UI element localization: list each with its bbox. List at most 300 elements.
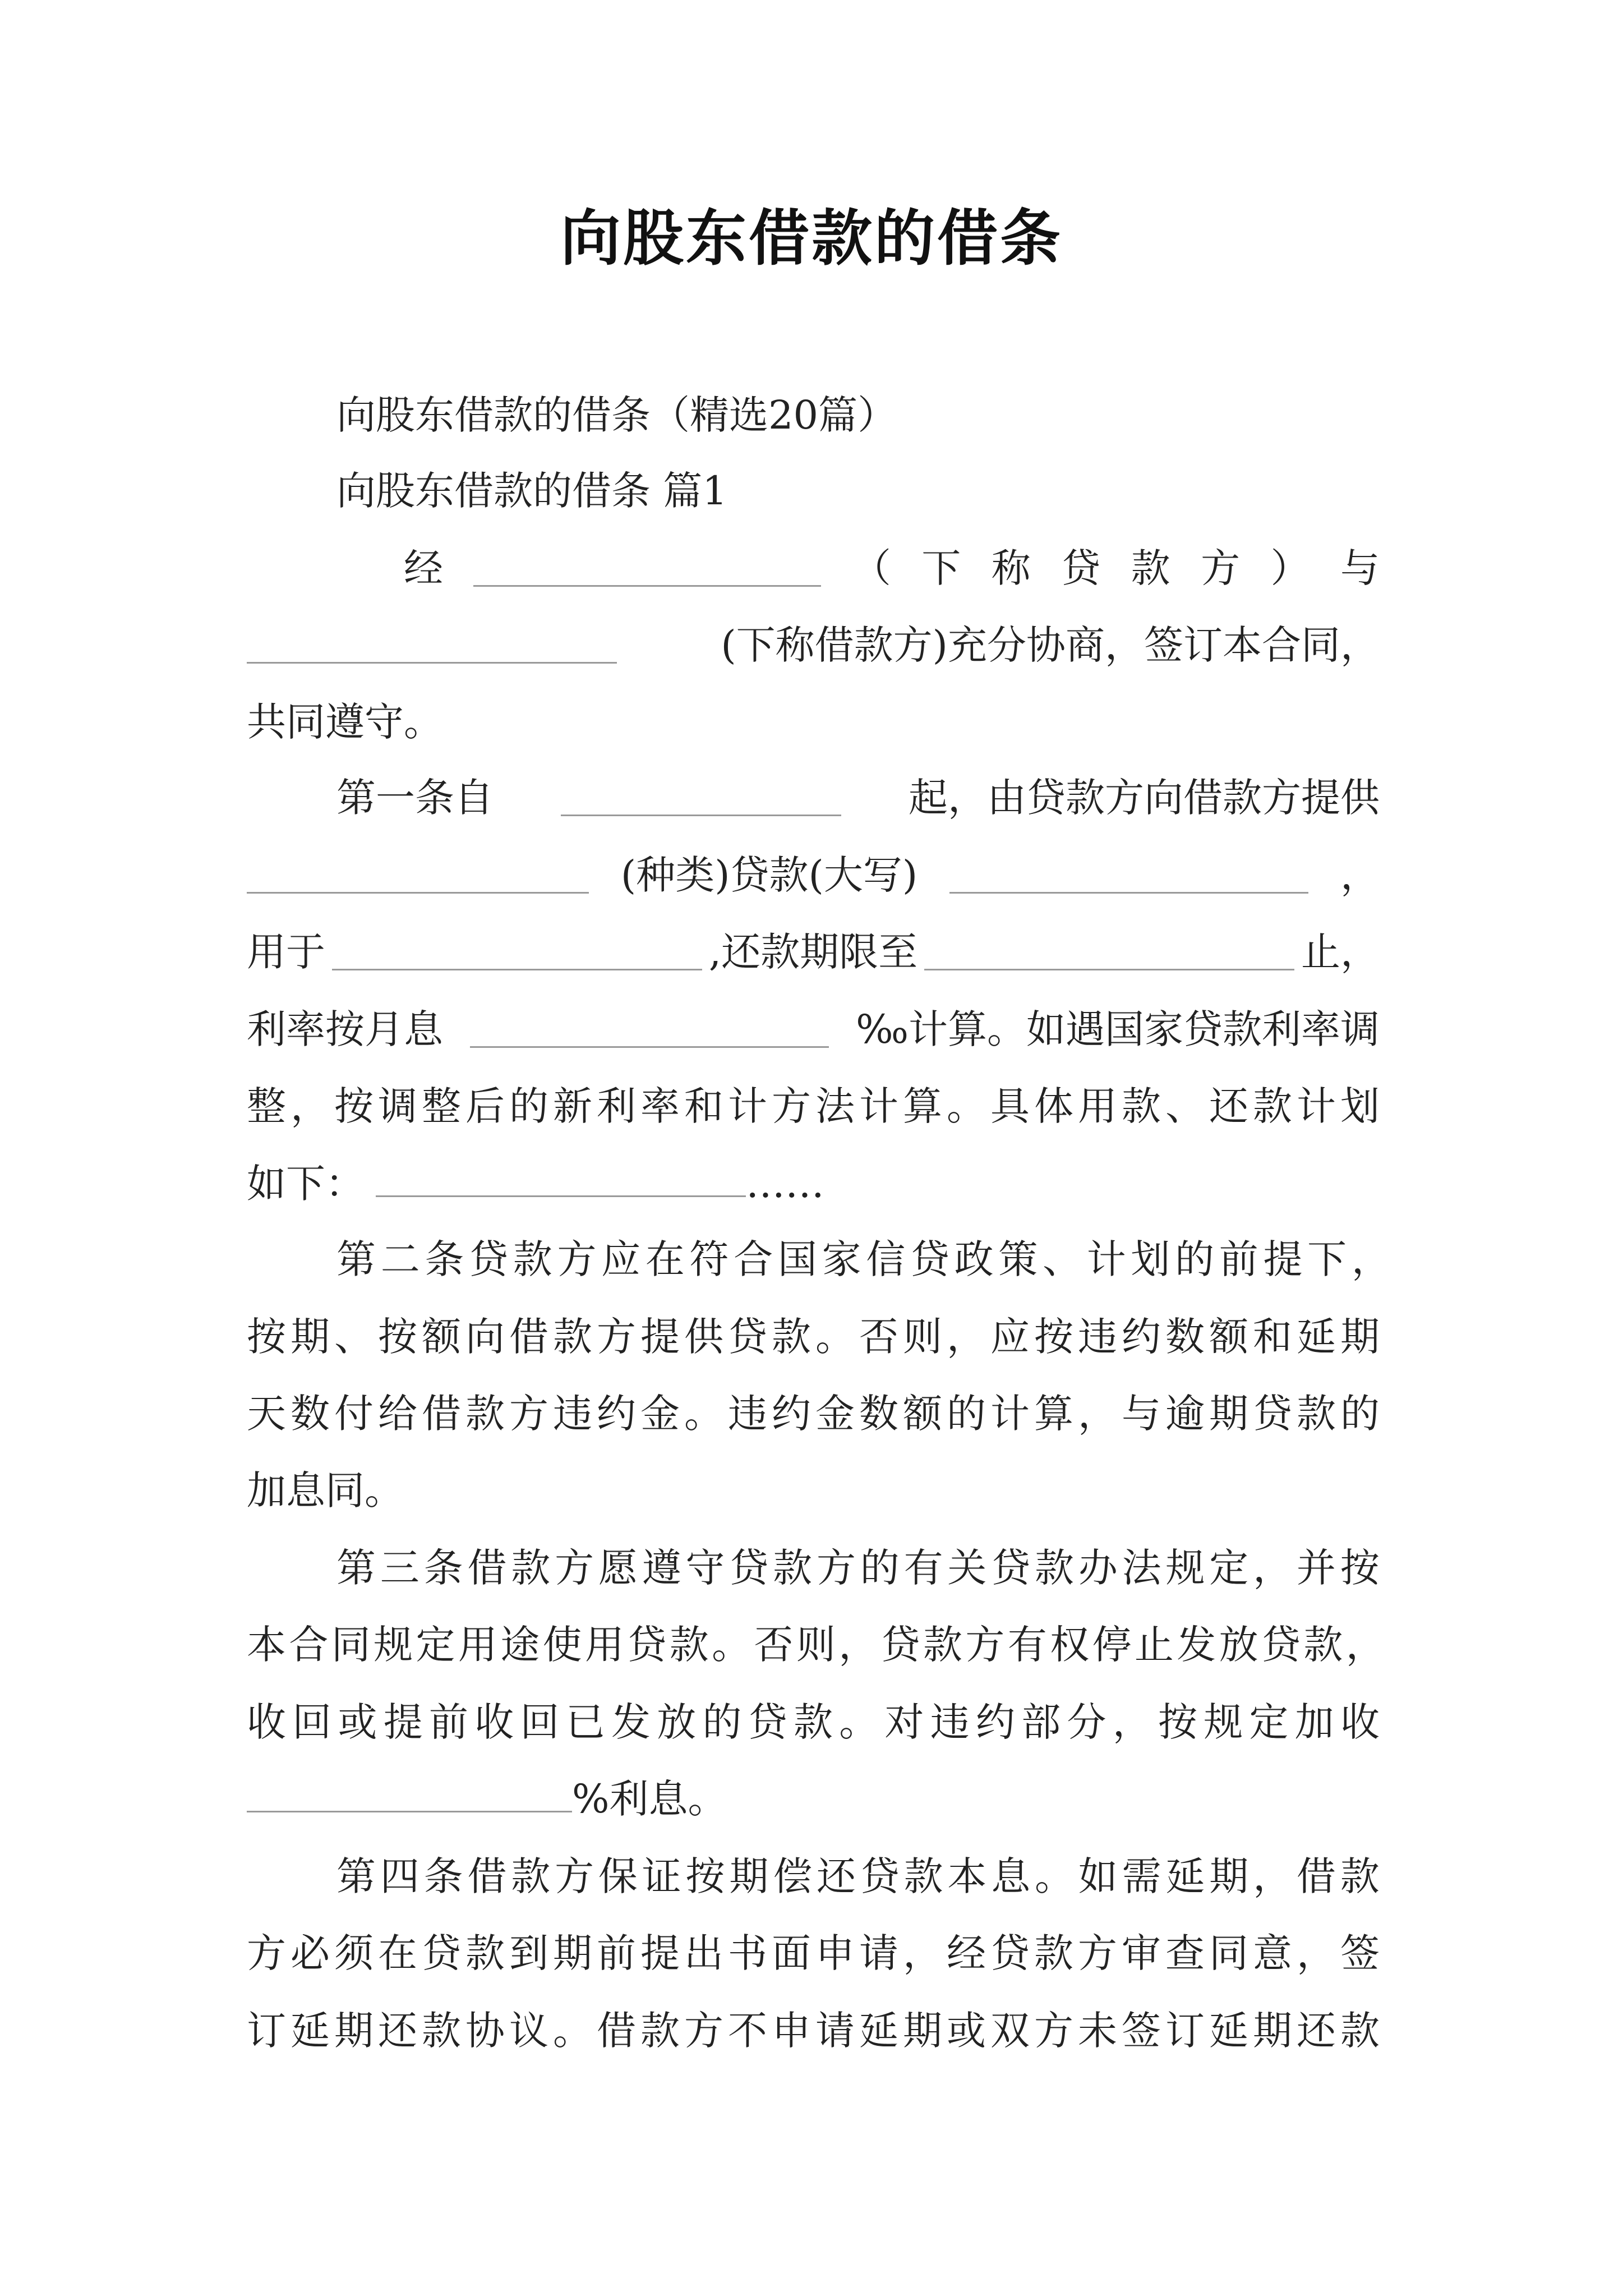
text-char: ， xyxy=(1297,1930,1336,1976)
text-char: 证 xyxy=(642,1853,681,1899)
text-char: 或 xyxy=(947,2008,986,2054)
text-char: 需 xyxy=(1122,1853,1161,1899)
text-char: 如 xyxy=(1078,1853,1118,1899)
text-char: 款 xyxy=(511,1545,551,1591)
text-char: 部 xyxy=(1021,1699,1061,1745)
text-char: 的 xyxy=(1175,1236,1215,1282)
text-char: 延 xyxy=(1297,1314,1336,1360)
text-char: ， xyxy=(1253,1545,1293,1591)
text-char: 定 xyxy=(1209,1545,1249,1591)
text-char: 约 xyxy=(1122,1314,1161,1360)
text-char: 书 xyxy=(728,1930,767,1976)
repayment-plan-blank xyxy=(376,1161,746,1197)
text-char: 额 xyxy=(422,1314,461,1360)
text-char: 期 xyxy=(1209,1853,1249,1899)
text-char: 应 xyxy=(990,1314,1030,1360)
text-char: 款 xyxy=(772,1314,811,1360)
text-char: 收 xyxy=(474,1699,514,1745)
text-char: ， xyxy=(903,1930,942,1976)
text-char: 放 xyxy=(1219,1622,1258,1668)
text-char: 订 xyxy=(1165,2008,1205,2054)
text-char: 规 xyxy=(1204,1699,1243,1745)
text-char: 定 xyxy=(1249,1699,1289,1745)
article-1-text: ‰计算。如遇国家贷款利率调 xyxy=(856,1006,1380,1052)
preamble-char: 称 xyxy=(991,545,1031,591)
text-char: 延 xyxy=(1209,2008,1248,2054)
text-char: 逾 xyxy=(1165,1391,1205,1437)
text-char: 方 xyxy=(555,1853,594,1899)
text-char: 订 xyxy=(247,2008,286,2054)
preamble-char: 款 xyxy=(1131,545,1170,591)
text-char: 款 xyxy=(669,1622,709,1668)
text-char: 贷 xyxy=(469,1236,509,1282)
text-char: 方 xyxy=(772,1083,811,1129)
text-char: 条 xyxy=(423,1853,463,1899)
text-char: 符 xyxy=(689,1236,729,1282)
text-char: 贷 xyxy=(860,1853,900,1899)
text-char: 贷 xyxy=(910,1236,949,1282)
text-char: 划 xyxy=(1340,1083,1380,1129)
text-char: 期 xyxy=(1209,1391,1248,1437)
text-char: 款 xyxy=(422,2008,461,2054)
text-char: 用 xyxy=(1078,1083,1117,1129)
article-1-line-5 xyxy=(247,1078,1380,1134)
preamble-char: 下 xyxy=(921,545,961,591)
text-char: 前 xyxy=(1219,1236,1258,1282)
text-char: 议 xyxy=(509,2008,548,2054)
text-char: 申 xyxy=(815,1930,855,1976)
text-char: 约 xyxy=(772,1391,811,1437)
article-1-line-1 xyxy=(336,770,1380,826)
text-char: 款 xyxy=(640,2008,680,2054)
text-char: 方 xyxy=(684,2008,723,2054)
preamble-char: 与 xyxy=(1340,545,1380,591)
preamble-line-3: 共同遵守。 xyxy=(247,699,443,745)
text-char: 数 xyxy=(291,1391,330,1437)
article-1-text: ,还款期限至 xyxy=(708,929,918,975)
text-char: 款 xyxy=(1253,1083,1292,1129)
article-4-line-1 xyxy=(336,1848,1380,1904)
article-2-line-4: 加息同。 xyxy=(247,1467,404,1513)
text-char: 国 xyxy=(777,1236,817,1282)
text-char: 给 xyxy=(378,1391,417,1437)
text-char: 划 xyxy=(1131,1236,1170,1282)
article-1-text: 利率按月息 xyxy=(247,1006,443,1052)
text-char: 延 xyxy=(291,2008,330,2054)
text-char: 政 xyxy=(954,1236,994,1282)
text-char: 前 xyxy=(597,1930,636,1976)
text-char: 双 xyxy=(990,2008,1030,2054)
text-char: 按 xyxy=(378,1314,417,1360)
text-char: 则 xyxy=(903,1314,942,1360)
text-char: ， xyxy=(947,1314,986,1360)
text-char: 违 xyxy=(1078,1314,1117,1360)
text-char: 协 xyxy=(465,2008,505,2054)
text-char: 额 xyxy=(903,1391,942,1437)
text-char: 方 xyxy=(247,1930,286,1976)
text-char: 计 xyxy=(1297,1083,1336,1129)
text-char: 。 xyxy=(815,1314,855,1360)
text-char: 款 xyxy=(1034,1930,1073,1976)
text-char: ， xyxy=(1253,1853,1293,1899)
text-char: 借 xyxy=(509,1314,548,1360)
text-char: 收 xyxy=(247,1699,286,1745)
text-char: 定 xyxy=(416,1622,455,1668)
article-4-line-3 xyxy=(247,2003,1380,2059)
text-char: 提 xyxy=(383,1699,423,1745)
text-char: 贷 xyxy=(1253,1391,1292,1437)
text-char: 计 xyxy=(1086,1236,1126,1282)
text-char: 面 xyxy=(772,1930,811,1976)
text-char: 按 xyxy=(247,1314,286,1360)
text-char: 前 xyxy=(429,1699,468,1745)
text-char: 合 xyxy=(289,1622,329,1668)
text-char: 违 xyxy=(930,1699,970,1745)
text-char: 具 xyxy=(990,1083,1030,1129)
text-char: 款 xyxy=(794,1699,833,1745)
text-char: 还 xyxy=(378,2008,417,2054)
text-char: 守 xyxy=(685,1545,725,1591)
text-char: 否 xyxy=(754,1622,794,1668)
text-char: 必 xyxy=(291,1930,330,1976)
text-char: 期 xyxy=(1253,2008,1292,2054)
text-char: 按 xyxy=(1034,1314,1073,1360)
text-char: 合 xyxy=(734,1236,773,1282)
text-char: 对 xyxy=(884,1699,924,1745)
text-char: 。 xyxy=(947,1083,986,1129)
text-char: 提 xyxy=(640,1930,680,1976)
text-char: 下 xyxy=(1307,1236,1347,1282)
text-char: 付 xyxy=(334,1391,374,1437)
text-char: 签 xyxy=(1340,1930,1380,1976)
text-char: 贷 xyxy=(991,1545,1031,1591)
chapter-heading: 向股东借款的借条 篇1 xyxy=(336,468,727,514)
text-char: 条 xyxy=(423,1545,463,1591)
text-char: 与 xyxy=(1122,1391,1161,1437)
text-char: 贷 xyxy=(1261,1622,1301,1668)
document-title: 向股东借款的借条 xyxy=(560,203,1063,274)
text-char: 款 xyxy=(1303,1622,1343,1668)
text-char: 使 xyxy=(542,1622,582,1668)
text-char: 率 xyxy=(640,1083,680,1129)
text-char: 方 xyxy=(555,1545,594,1591)
text-char: 计 xyxy=(859,1083,898,1129)
text-char: 期 xyxy=(291,1314,330,1360)
text-char: 贷 xyxy=(422,1930,461,1976)
interest-rate-blank xyxy=(470,1011,829,1048)
text-char: 计 xyxy=(990,1391,1030,1437)
text-char: 方 xyxy=(1078,1930,1117,1976)
text-char: 信 xyxy=(866,1236,906,1282)
text-char: 方 xyxy=(1034,2008,1073,2054)
article-2-line-1 xyxy=(336,1231,1391,1287)
text-char: 回 xyxy=(292,1699,332,1745)
text-char: 款 xyxy=(1297,1391,1336,1437)
text-char: 回 xyxy=(520,1699,560,1745)
text-char: 体 xyxy=(1034,1083,1073,1129)
text-char: 款 xyxy=(513,1236,552,1282)
text-char: 本 xyxy=(247,1622,286,1668)
text-char: ， xyxy=(838,1622,878,1668)
text-char: 四 xyxy=(380,1853,419,1899)
text-char: 方 xyxy=(597,1314,636,1360)
article-3-text: %利息。 xyxy=(572,1776,727,1822)
text-char: 的 xyxy=(702,1699,742,1745)
text-char: 贷 xyxy=(627,1622,667,1668)
penalty-rate-blank xyxy=(247,1776,572,1812)
loan-type-blank xyxy=(247,857,589,894)
text-char: 规 xyxy=(1165,1545,1205,1591)
text-char: 借 xyxy=(1296,1853,1336,1899)
lender-blank xyxy=(473,550,821,587)
borrower-blank xyxy=(247,627,617,664)
preamble-text: (下称借款方)充分协商，签订本合同， xyxy=(721,622,1380,668)
text-char: 或 xyxy=(338,1699,377,1745)
text-char: 供 xyxy=(684,1314,723,1360)
text-char: 款 xyxy=(511,1853,551,1899)
article-3-line-2 xyxy=(247,1617,1385,1673)
repayment-date-blank xyxy=(924,934,1294,970)
text-char: 整 xyxy=(247,1083,286,1129)
text-char: 款 xyxy=(1035,1545,1074,1591)
text-char: 出 xyxy=(684,1930,723,1976)
text-char: 意 xyxy=(1253,1930,1292,1976)
text-char: 同 xyxy=(331,1622,371,1668)
text-char: 。 xyxy=(839,1699,879,1745)
text-char: 条 xyxy=(425,1236,464,1282)
text-char: 规 xyxy=(374,1622,413,1668)
text-char: 提 xyxy=(640,1314,680,1360)
text-char: 整 xyxy=(422,1083,461,1129)
text-char: 违 xyxy=(553,1391,592,1437)
text-char: 加 xyxy=(1294,1699,1334,1745)
article-1-text: ， xyxy=(1340,852,1380,898)
text-char: 到 xyxy=(509,1930,548,1976)
text-char: 期 xyxy=(903,2008,942,2054)
text-char: 约 xyxy=(976,1699,1015,1745)
text-char: 期 xyxy=(1340,1314,1380,1360)
preamble-text-jing: 经 xyxy=(404,545,443,591)
text-char: 签 xyxy=(1122,2008,1161,2054)
purpose-blank xyxy=(332,934,702,970)
text-char: 应 xyxy=(601,1236,641,1282)
text-char: 策 xyxy=(998,1236,1038,1282)
ellipsis: …… xyxy=(746,1161,824,1207)
text-char: 期 xyxy=(553,1930,592,1976)
text-char: 申 xyxy=(772,2008,811,2054)
text-char: 查 xyxy=(1165,1930,1205,1976)
amount-blank xyxy=(949,857,1308,894)
text-char: 停 xyxy=(1092,1622,1132,1668)
article-1-text: 用于 xyxy=(247,929,325,975)
text-char: 、 xyxy=(334,1314,374,1360)
text-char: 第 xyxy=(336,1545,376,1591)
text-char: 延 xyxy=(1165,1853,1205,1899)
text-char: 后 xyxy=(465,1083,505,1129)
text-char: 未 xyxy=(1078,2008,1117,2054)
text-char: 提 xyxy=(1263,1236,1303,1282)
text-char: 已 xyxy=(565,1699,605,1745)
text-char: 息 xyxy=(991,1853,1031,1899)
text-char: 不 xyxy=(728,2008,767,2054)
text-char: 款 xyxy=(1340,2008,1380,2054)
text-char: 经 xyxy=(947,1930,986,1976)
text-char: 。 xyxy=(684,1391,723,1437)
text-char: 请 xyxy=(859,1930,898,1976)
article-3-line-4 xyxy=(247,1771,727,1827)
text-char: 新 xyxy=(553,1083,592,1129)
text-char: 止 xyxy=(1134,1622,1174,1668)
text-char: 保 xyxy=(598,1853,638,1899)
text-char: 审 xyxy=(1122,1930,1161,1976)
article-1-text: 止， xyxy=(1301,929,1380,975)
article-1-text: 如下： xyxy=(247,1161,365,1207)
text-char: 贷 xyxy=(748,1699,787,1745)
start-date-blank xyxy=(561,780,841,816)
text-char: 按 xyxy=(334,1083,374,1129)
text-char: 发 xyxy=(1177,1622,1216,1668)
text-char: 方 xyxy=(816,1545,856,1591)
text-char: 贷 xyxy=(729,1545,769,1591)
text-char: 发 xyxy=(611,1699,651,1745)
text-char: 权 xyxy=(1050,1622,1090,1668)
text-char: 请 xyxy=(815,2008,855,2054)
text-char: 数 xyxy=(1165,1314,1205,1360)
text-char: 期 xyxy=(729,1853,769,1899)
text-char: 、 xyxy=(1165,1083,1205,1129)
text-char: 款 xyxy=(773,1545,813,1591)
article-1-line-3 xyxy=(247,924,1380,980)
text-char: 方 xyxy=(965,1622,1005,1668)
text-char: 还 xyxy=(816,1853,856,1899)
article-1-text: (种类)贷款(大写) xyxy=(620,852,918,898)
text-char: 约 xyxy=(597,1391,636,1437)
text-char: 、 xyxy=(1043,1236,1082,1282)
text-char: 。 xyxy=(553,2008,592,2054)
article-1-line-2 xyxy=(247,847,1380,903)
text-char: 向 xyxy=(465,1314,505,1360)
text-char: 二 xyxy=(380,1236,420,1282)
text-char: 法 xyxy=(815,1083,855,1129)
text-char: 第 xyxy=(336,1853,376,1899)
text-char: 按 xyxy=(1340,1545,1380,1591)
text-char: 款 xyxy=(923,1622,962,1668)
text-char: 的 xyxy=(1340,1391,1380,1437)
text-char: 延 xyxy=(859,2008,898,2054)
text-char: 款 xyxy=(465,1930,505,1976)
article-4-line-2 xyxy=(247,1925,1380,1981)
article-2-line-3 xyxy=(247,1386,1380,1442)
preamble-char: 贷 xyxy=(1061,545,1101,591)
text-char: 法 xyxy=(1122,1545,1161,1591)
text-char: 金 xyxy=(640,1391,680,1437)
text-char: 借 xyxy=(467,1545,507,1591)
text-char: 。 xyxy=(712,1622,751,1668)
text-char: 遵 xyxy=(642,1545,681,1591)
text-char: 金 xyxy=(815,1391,855,1437)
text-char: 和 xyxy=(1253,1314,1292,1360)
text-char: 用 xyxy=(585,1622,624,1668)
article-3-line-3 xyxy=(247,1694,1380,1750)
article-1-line-6 xyxy=(247,1156,824,1212)
text-char: 款 xyxy=(1122,1083,1161,1129)
text-char: 家 xyxy=(822,1236,861,1282)
text-char: 办 xyxy=(1078,1545,1118,1591)
text-char: 利 xyxy=(597,1083,636,1129)
text-char: 否 xyxy=(859,1314,898,1360)
text-char: 期 xyxy=(334,2008,374,2054)
text-char: 放 xyxy=(657,1699,697,1745)
preamble-char: （ xyxy=(851,545,891,591)
text-char: 贷 xyxy=(990,1930,1030,1976)
text-char: 天 xyxy=(247,1391,286,1437)
text-char: 款 xyxy=(903,1853,943,1899)
article-3-line-1 xyxy=(336,1540,1380,1596)
text-char: 款 xyxy=(465,1391,505,1437)
text-char: ， xyxy=(1351,1236,1391,1282)
text-char: 偿 xyxy=(773,1853,813,1899)
text-char: 的 xyxy=(947,1391,986,1437)
text-char: 在 xyxy=(378,1930,417,1976)
text-char: 额 xyxy=(1209,1314,1248,1360)
text-char: 贷 xyxy=(880,1622,920,1668)
preamble-line-2 xyxy=(247,617,1380,673)
text-char: 的 xyxy=(860,1545,900,1591)
article-1-text: 起，由贷款方向借款方提供 xyxy=(909,775,1380,821)
text-char: 方 xyxy=(557,1236,597,1282)
text-char: 愿 xyxy=(598,1545,638,1591)
text-char: 借 xyxy=(422,1391,461,1437)
text-char: 分 xyxy=(1067,1699,1106,1745)
text-char: 计 xyxy=(728,1083,767,1129)
text-char: 借 xyxy=(597,2008,636,2054)
text-char: 贷 xyxy=(728,1314,767,1360)
text-char: 的 xyxy=(509,1083,548,1129)
preamble-line-1 xyxy=(404,540,1380,596)
text-char: 算 xyxy=(903,1083,942,1129)
text-char: 同 xyxy=(1209,1930,1248,1976)
text-char: 关 xyxy=(947,1545,987,1591)
text-char: 数 xyxy=(859,1391,898,1437)
text-char: 按 xyxy=(685,1853,725,1899)
text-char: 收 xyxy=(1340,1699,1380,1745)
text-char: ， xyxy=(1078,1391,1117,1437)
text-char: ， xyxy=(1345,1622,1385,1668)
text-char: 三 xyxy=(380,1545,419,1591)
text-char: 在 xyxy=(645,1236,685,1282)
text-char: 借 xyxy=(467,1853,507,1899)
article-1-text: 第一条自 xyxy=(336,775,494,821)
text-char: 则 xyxy=(796,1622,836,1668)
text-char: 。 xyxy=(1035,1853,1074,1899)
text-char: 款 xyxy=(553,1314,592,1360)
text-char: 有 xyxy=(1007,1622,1047,1668)
text-char: 有 xyxy=(903,1545,943,1591)
text-char: 途 xyxy=(500,1622,540,1668)
text-char: 款 xyxy=(1340,1853,1380,1899)
text-char: 还 xyxy=(1209,1083,1248,1129)
text-char: 用 xyxy=(458,1622,497,1668)
text-char: 本 xyxy=(947,1853,987,1899)
text-char: 调 xyxy=(378,1083,417,1129)
text-char: 违 xyxy=(728,1391,767,1437)
preamble-char: ） xyxy=(1270,545,1310,591)
text-char: 按 xyxy=(1158,1699,1197,1745)
text-char: ， xyxy=(1112,1699,1152,1745)
article-1-line-4 xyxy=(247,1001,1380,1057)
text-char: 还 xyxy=(1297,2008,1336,2054)
text-char: 方 xyxy=(509,1391,548,1437)
